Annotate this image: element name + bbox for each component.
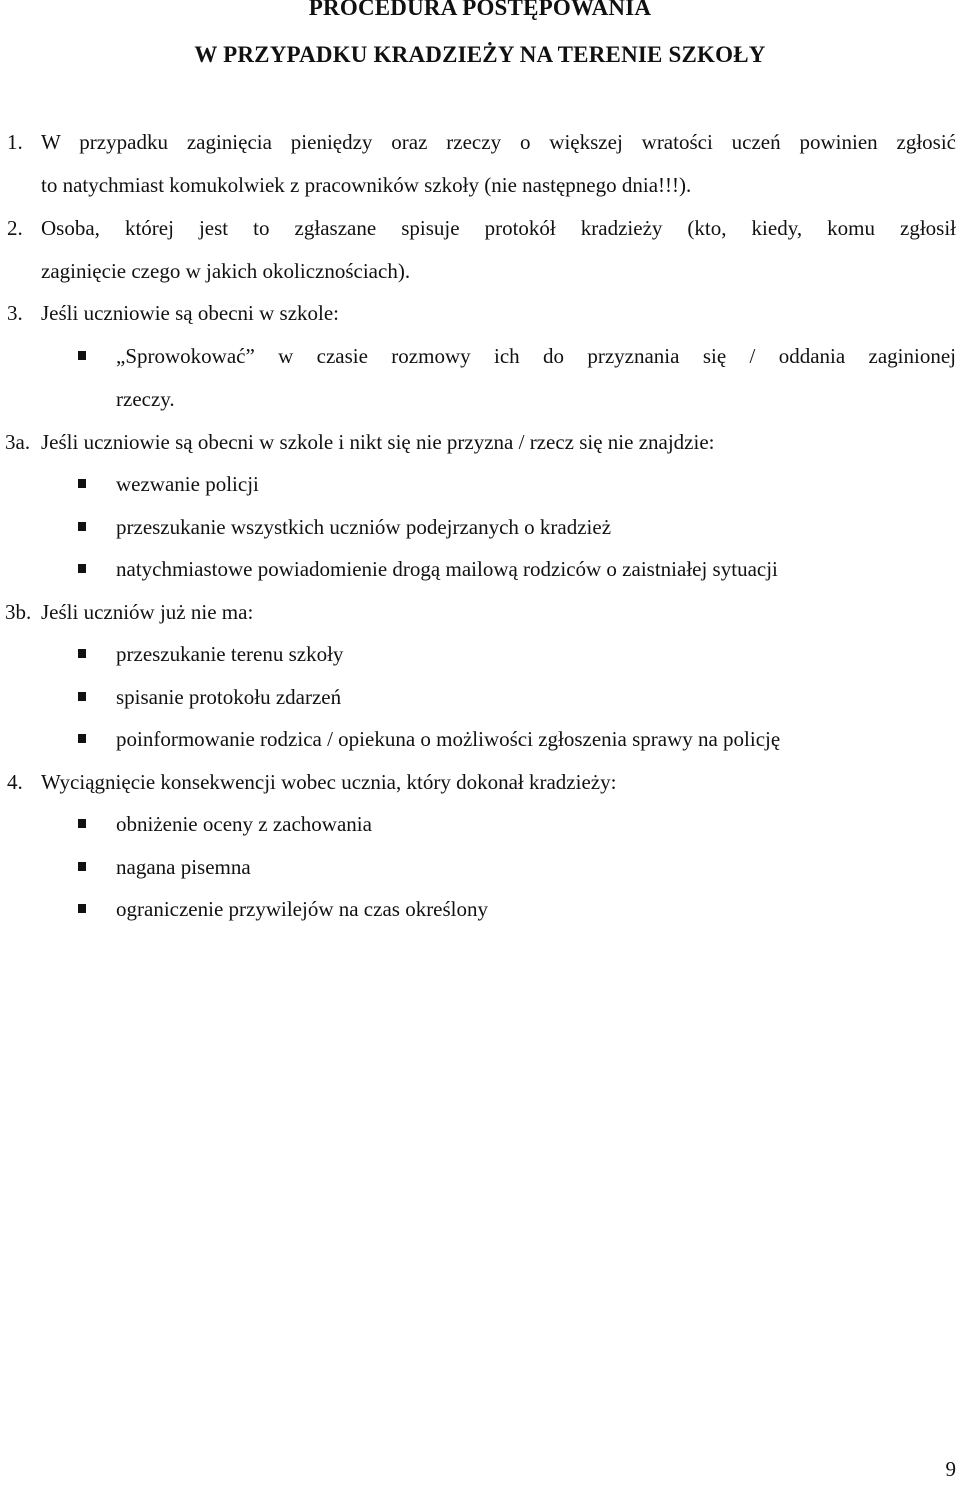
bullet-text: przeszukanie terenu szkoły: [116, 642, 344, 666]
bullet-text-continued: rzeczy.: [116, 387, 175, 411]
list-item-3b-text: Jeśli uczniów już nie ma:: [41, 600, 254, 624]
bullet-text: ograniczenie przywilejów na czas określony: [116, 897, 489, 921]
bullet-text: „Sprowokować” w czasie rozmowy ich do przyznania się / oddania zaginionej: [116, 344, 956, 368]
list-item-1-line-1: W przypadku zaginięcia pieniędzy oraz rzeczy o większej wratości uczeń powinien zgłosić: [41, 130, 956, 154]
list-item-1-line-2: to natychmiast komukolwiek z pracowników szkoły (nie następnego dnia!!!).: [41, 173, 692, 197]
square-bullet-icon: [78, 734, 86, 743]
bullet-text: poinformowanie rodzica / opiekuna o możliwości zgłoszenia sprawy na policję: [116, 727, 781, 751]
list-number: 3.: [7, 301, 23, 325]
bullet-text: spisanie protokołu zdarzeń: [116, 685, 342, 709]
square-bullet-icon: [78, 649, 86, 658]
square-bullet-icon: [78, 692, 86, 701]
list-number: 2.: [7, 216, 23, 240]
square-bullet-icon: [78, 351, 86, 360]
square-bullet-icon: [78, 479, 86, 488]
list-number: 1.: [7, 130, 23, 154]
list-item-3-text: Jeśli uczniowie są obecni w szkole:: [41, 301, 339, 325]
list-number: 4.: [7, 770, 23, 794]
square-bullet-icon: [78, 904, 86, 913]
list-number: 3b.: [5, 600, 32, 624]
bullet-text: obniżenie oceny z zachowania: [116, 812, 372, 836]
document-title-line-1: PROCEDURA POSTĘPOWANIA: [308, 0, 652, 20]
list-item-4-text: Wyciągnięcie konsekwencji wobec ucznia, który dokonał kradzieży:: [41, 770, 617, 794]
bullet-text: przeszukanie wszystkich uczniów podejrzanych o kradzież: [116, 515, 612, 539]
list-item-2-line-1: Osoba, której jest to zgłaszane spisuje protokół kradzieży (kto, kiedy, komu zgłosił: [41, 216, 956, 240]
bullet-text: wezwanie policji: [116, 472, 259, 496]
page-number: 9: [945, 1457, 956, 1481]
document-title-line-2: W PRZYPADKU KRADZIEŻY NA TERENIE SZKOŁY: [194, 42, 766, 67]
square-bullet-icon: [78, 862, 86, 871]
list-item-2-line-2: zaginięcie czego w jakich okolicznościach).: [41, 259, 411, 283]
bullet-text: nagana pisemna: [116, 855, 251, 879]
square-bullet-icon: [78, 564, 86, 573]
bullet-text: natychmiastowe powiadomienie drogą mailową rodziców o zaistniałej sytuacji: [116, 557, 778, 581]
square-bullet-icon: [78, 819, 86, 828]
square-bullet-icon: [78, 522, 86, 531]
list-item-3a-text: Jeśli uczniowie są obecni w szkole i nikt się nie przyzna / rzecz się nie znajdzie:: [41, 430, 715, 454]
list-number: 3a.: [5, 430, 31, 454]
